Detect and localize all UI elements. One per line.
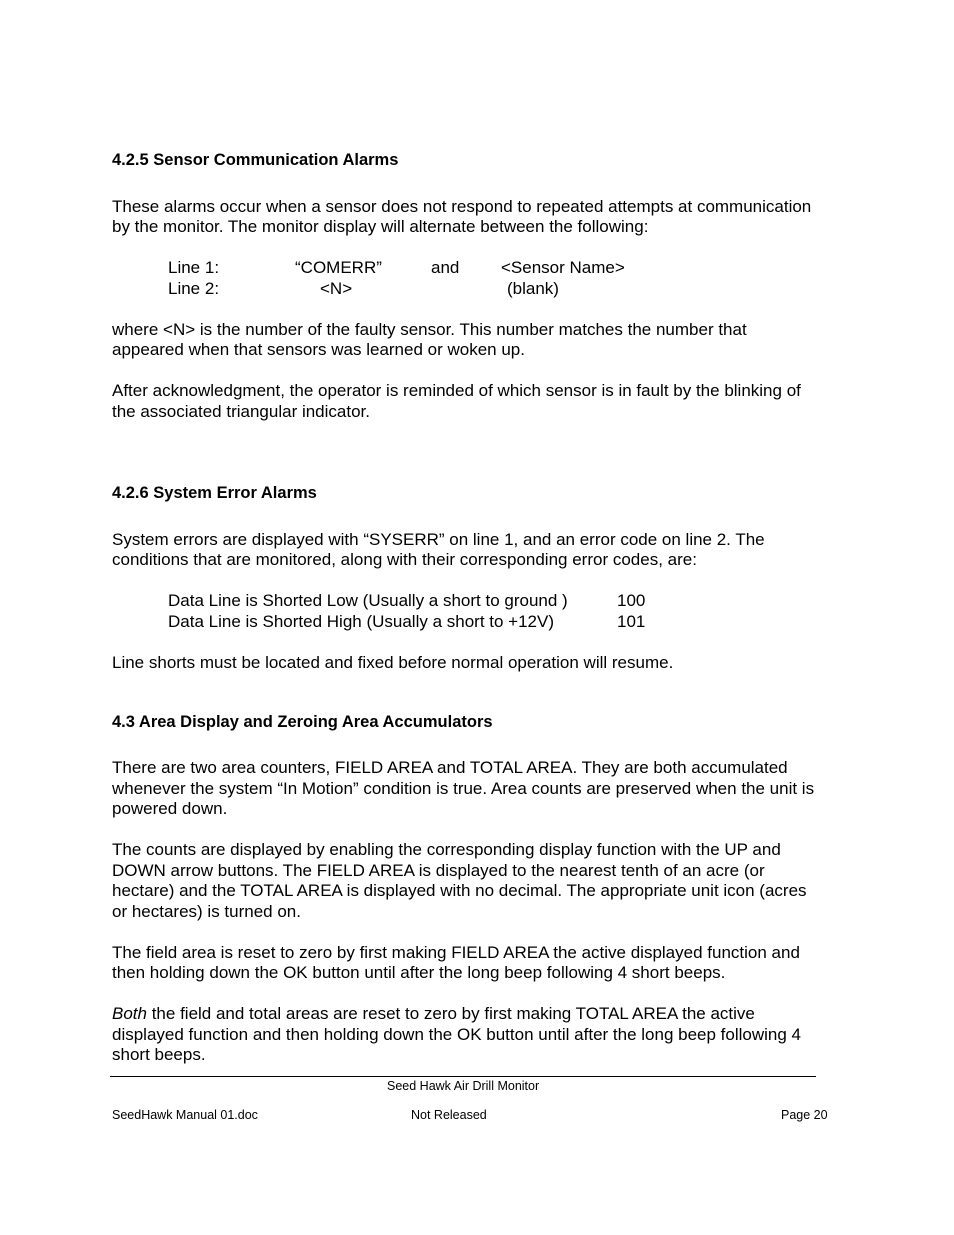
display-line2-label: Line 2: xyxy=(168,279,220,298)
error-condition: Data Line is Shorted High (Usually a short to +12V) xyxy=(168,612,555,631)
error-code: 101 xyxy=(617,612,646,631)
paragraph-line: There are two area counters, FIELD AREA and TOTAL AREA. They are both accumulated xyxy=(112,758,788,777)
paragraph-line: System errors are displayed with “SYSERR” on line 1, and an error code on line 2. The xyxy=(112,530,765,549)
paragraph-line: whenever the system “In Motion” condition is true. Area counts are preserved when the unit is xyxy=(112,779,815,798)
paragraph-line: or hectares) is turned on. xyxy=(112,902,301,921)
footer-page-number: Page 20 xyxy=(781,1108,828,1122)
paragraph-line: short beeps. xyxy=(112,1045,206,1064)
paragraph-line: by the monitor. The monitor display will alternate between the following: xyxy=(112,217,649,236)
footer-status: Not Released xyxy=(411,1108,487,1122)
paragraph-line: where <N> is the number of the faulty sensor. This number matches the number that xyxy=(112,320,747,339)
footer-rule xyxy=(110,1076,816,1077)
paragraph-line: After acknowledgment, the operator is reminded of which sensor is in fault by the blinking of xyxy=(112,381,801,400)
error-code: 100 xyxy=(617,591,646,610)
footer-title: Seed Hawk Air Drill Monitor xyxy=(387,1079,540,1093)
paragraph-line: The counts are displayed by enabling the corresponding display function with the UP and xyxy=(112,840,781,859)
footer-filename: SeedHawk Manual 01.doc xyxy=(112,1108,258,1122)
display-line2-value: <N> xyxy=(320,279,353,298)
paragraph-line: the associated triangular indicator. xyxy=(112,402,370,421)
paragraph-line: powered down. xyxy=(112,799,228,818)
display-line1-value: “COMERR” xyxy=(295,258,382,277)
paragraph-line xyxy=(112,1004,755,1025)
display-line2-alt: (blank) xyxy=(507,279,559,298)
paragraph-line: conditions that are monitored, along with their corresponding error codes, are: xyxy=(112,550,697,569)
section-heading-4-2-5: 4.2.5 Sensor Communication Alarms xyxy=(112,151,399,169)
paragraph-line: The field area is reset to zero by first making FIELD AREA the active displayed function and xyxy=(112,943,800,962)
paragraph-line: These alarms occur when a sensor does not respond to repeated attempts at communication xyxy=(112,197,812,216)
paragraph-line: Line shorts must be located and fixed before normal operation will resume. xyxy=(112,653,674,672)
display-line1-label: Line 1: xyxy=(168,258,220,277)
paragraph-text: the field and total areas are reset to zero by first making TOTAL AREA the active xyxy=(146,1004,755,1023)
paragraph-line: then holding down the OK button until after the long beep following 4 short beeps. xyxy=(112,963,726,982)
paragraph-line: appeared when that sensors was learned or woken up. xyxy=(112,340,525,359)
emphasis-both: Both xyxy=(112,1004,147,1023)
display-line1-and: and xyxy=(431,258,460,277)
paragraph-line: hectare) and the TOTAL AREA is displayed with no decimal. The appropriate unit icon (acres xyxy=(112,881,807,900)
paragraph-line: displayed function and then holding down the OK button until after the long beep following 4 xyxy=(112,1025,801,1044)
section-heading-4-2-6: 4.2.6 System Error Alarms xyxy=(112,484,317,502)
error-condition: Data Line is Shorted Low (Usually a short to ground ) xyxy=(168,591,568,610)
display-line1-alt: <Sensor Name> xyxy=(501,258,625,277)
section-heading-4-3: 4.3 Area Display and Zeroing Area Accumulators xyxy=(112,713,493,731)
paragraph-line: DOWN arrow buttons. The FIELD AREA is displayed to the nearest tenth of an acre (or xyxy=(112,861,765,880)
